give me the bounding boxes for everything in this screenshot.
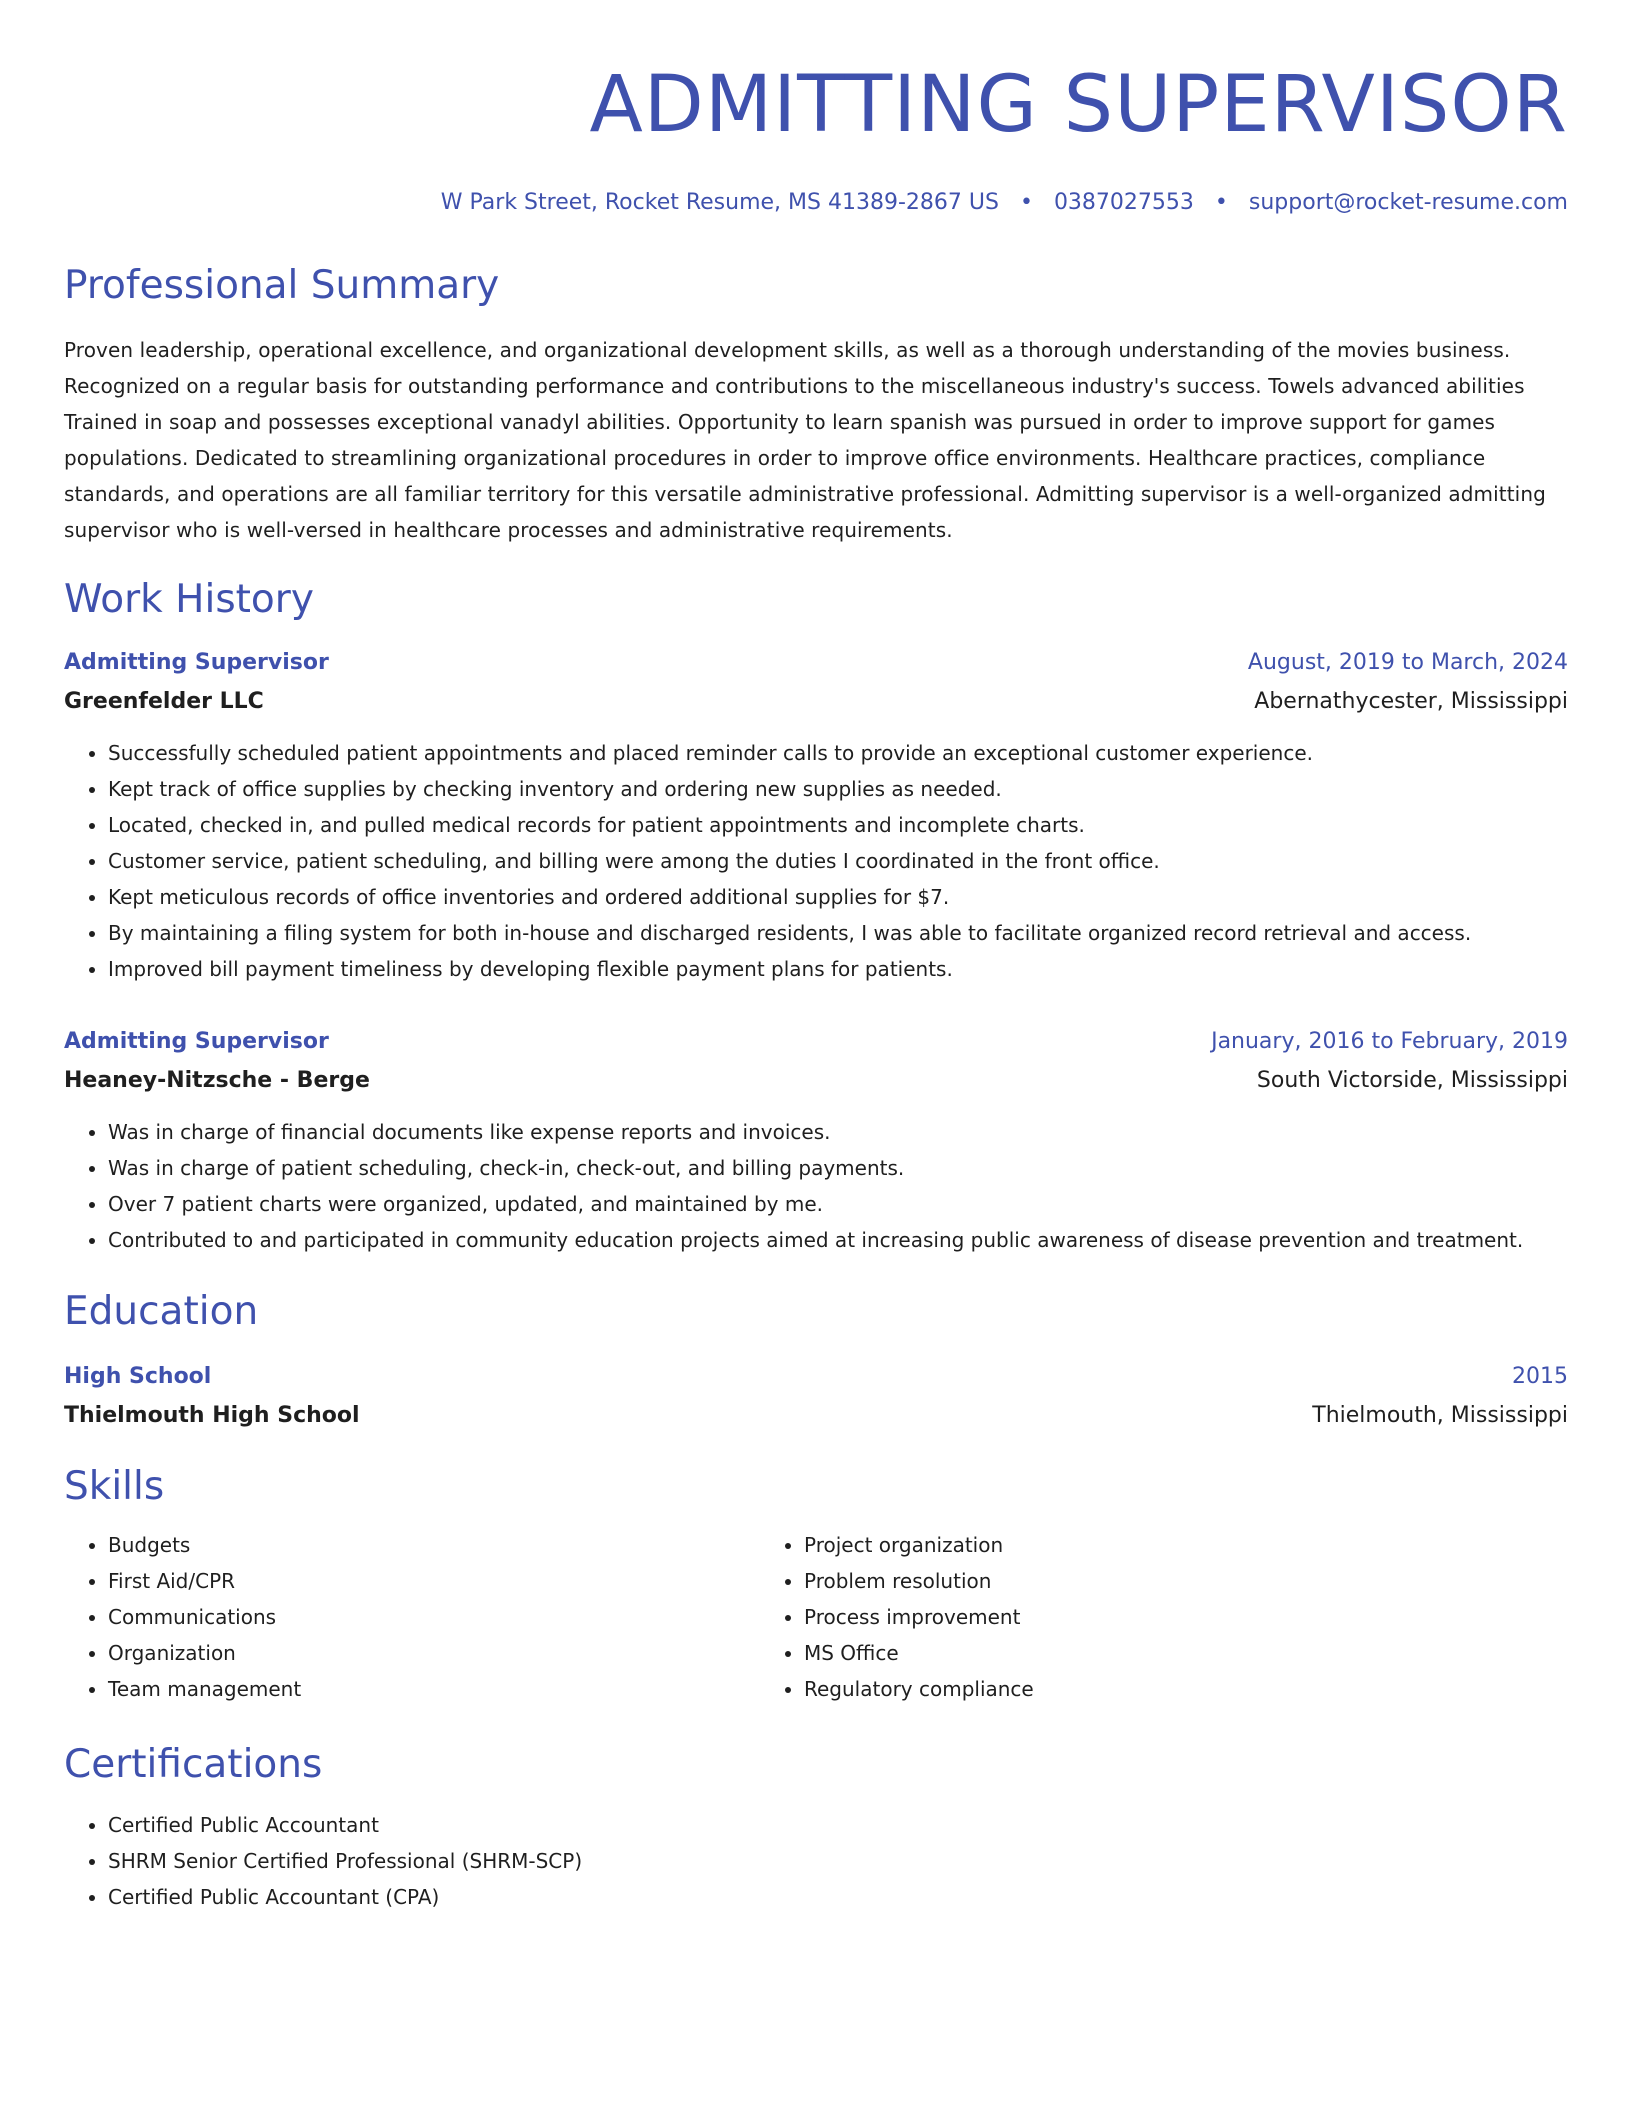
contact-separator: • bbox=[1214, 190, 1228, 215]
certifications-heading: Certifications bbox=[64, 1742, 323, 1787]
skill-item: • Budgets bbox=[108, 1527, 760, 1563]
skill-item: • Process improvement bbox=[804, 1599, 1456, 1635]
job-entry bbox=[64, 1027, 1568, 1258]
job-bullet: • Was in charge of patient scheduling, check-in, check-out, and billing payments. bbox=[108, 1150, 1568, 1186]
resume-name: ADMITTING SUPERVISOR bbox=[589, 60, 1568, 150]
job-bullet: • Customer service, patient scheduling, and billing were among the duties I coordinated in the front office. bbox=[108, 843, 1568, 879]
job-bullet: • Successfully scheduled patient appointments and placed reminder calls to provide an exceptional customer experience. bbox=[108, 735, 1568, 771]
contact-email: support@rocket-resume.com bbox=[1248, 190, 1568, 215]
job-company: Greenfelder LLC bbox=[64, 689, 264, 714]
skill-item: • Organization bbox=[108, 1635, 760, 1671]
skill-item: • Team management bbox=[108, 1671, 760, 1707]
contact-separator: • bbox=[1019, 190, 1033, 215]
job-bullet: • Kept meticulous records of office inventories and ordered additional supplies for $7. bbox=[108, 879, 1568, 915]
job-bullet: • Kept track of office supplies by checking inventory and ordering new supplies as needed. bbox=[108, 771, 1568, 807]
contact-line bbox=[64, 188, 1568, 218]
job-company: Heaney-Nitzsche - Berge bbox=[64, 1068, 370, 1093]
job-bullet: • Improved bill payment timeliness by developing flexible payment plans for patients. bbox=[108, 951, 1568, 987]
certification-item: • Certified Public Accountant bbox=[108, 1807, 1568, 1843]
certification-item: • Certified Public Accountant (CPA) bbox=[108, 1879, 1568, 1915]
skills-list-right bbox=[760, 1527, 1456, 1707]
job-bullet: • Over 7 patient charts were organized, updated, and maintained by me. bbox=[108, 1186, 1568, 1222]
summary-text: Proven leadership, operational excellence, and organizational development skills, as well as a thorough understanding of the movies business. Recognized on a regular basis for outstanding performance and contributions to the miscellaneous industry's success. Towels advanced abilities Trained in soap and possesses exceptional vanadyl abilities. Opportunity to learn spanish was pursued in order to improve support for games populations. Dedicated to streamlining organizational procedures in order to improve office environments. Healthcare practices, compliance standards, and operations are all familiar territory for this versatile administrative professional. Admitting supervisor is a well-organized admitting supervisor who is well-versed in healthcare processes and administrative requirements. bbox=[64, 338, 1546, 542]
education-heading: Education bbox=[64, 1289, 259, 1334]
job-bullet: • Located, checked in, and pulled medical records for patient appointments and incomplete charts. bbox=[108, 807, 1568, 843]
job-bullets bbox=[64, 1114, 1568, 1258]
skill-item: • Communications bbox=[108, 1599, 760, 1635]
summary-heading: Professional Summary bbox=[64, 263, 500, 308]
job-role: Admitting Supervisor bbox=[64, 650, 329, 675]
skills-heading: Skills bbox=[64, 1464, 165, 1509]
job-entry bbox=[64, 648, 1568, 987]
skills-list-left bbox=[64, 1527, 760, 1707]
work-history-heading: Work History bbox=[64, 577, 314, 622]
skill-item: • Regulatory compliance bbox=[804, 1671, 1456, 1707]
skill-item: • Problem resolution bbox=[804, 1563, 1456, 1599]
job-bullet: • Contributed to and participated in community education projects aimed at increasing public awareness of disease prevention and treatment. bbox=[108, 1222, 1568, 1258]
job-location: Abernathycester, Mississippi bbox=[1254, 689, 1568, 714]
education-school: Thielmouth High School bbox=[64, 1403, 360, 1428]
education-entry bbox=[64, 1362, 1568, 1431]
skill-item: • First Aid/CPR bbox=[108, 1563, 760, 1599]
skill-item: • MS Office bbox=[804, 1635, 1456, 1671]
education-year: 2015 bbox=[1512, 1364, 1568, 1389]
job-dates: January, 2016 to February, 2019 bbox=[1211, 1029, 1568, 1054]
skills-columns bbox=[64, 1527, 1568, 1707]
education-degree: High School bbox=[64, 1364, 212, 1389]
job-bullet: • Was in charge of financial documents like expense reports and invoices. bbox=[108, 1114, 1568, 1150]
job-dates: August, 2019 to March, 2024 bbox=[1247, 650, 1568, 675]
job-bullet: • By maintaining a filing system for both in-house and discharged residents, I was able to facilitate organized record retrieval and access. bbox=[108, 915, 1568, 951]
education-location: Thielmouth, Mississippi bbox=[1312, 1403, 1568, 1428]
certifications-list bbox=[64, 1807, 1568, 1915]
contact-address: W Park Street, Rocket Resume, MS 41389-2867 US bbox=[440, 190, 999, 215]
certification-item: • SHRM Senior Certified Professional (SHRM-SCP) bbox=[108, 1843, 1568, 1879]
contact-phone: 0387027553 bbox=[1053, 190, 1194, 215]
job-location: South Victorside, Mississippi bbox=[1256, 1068, 1568, 1093]
job-bullets bbox=[64, 735, 1568, 987]
job-role: Admitting Supervisor bbox=[64, 1029, 329, 1054]
skill-item: • Project organization bbox=[804, 1527, 1456, 1563]
